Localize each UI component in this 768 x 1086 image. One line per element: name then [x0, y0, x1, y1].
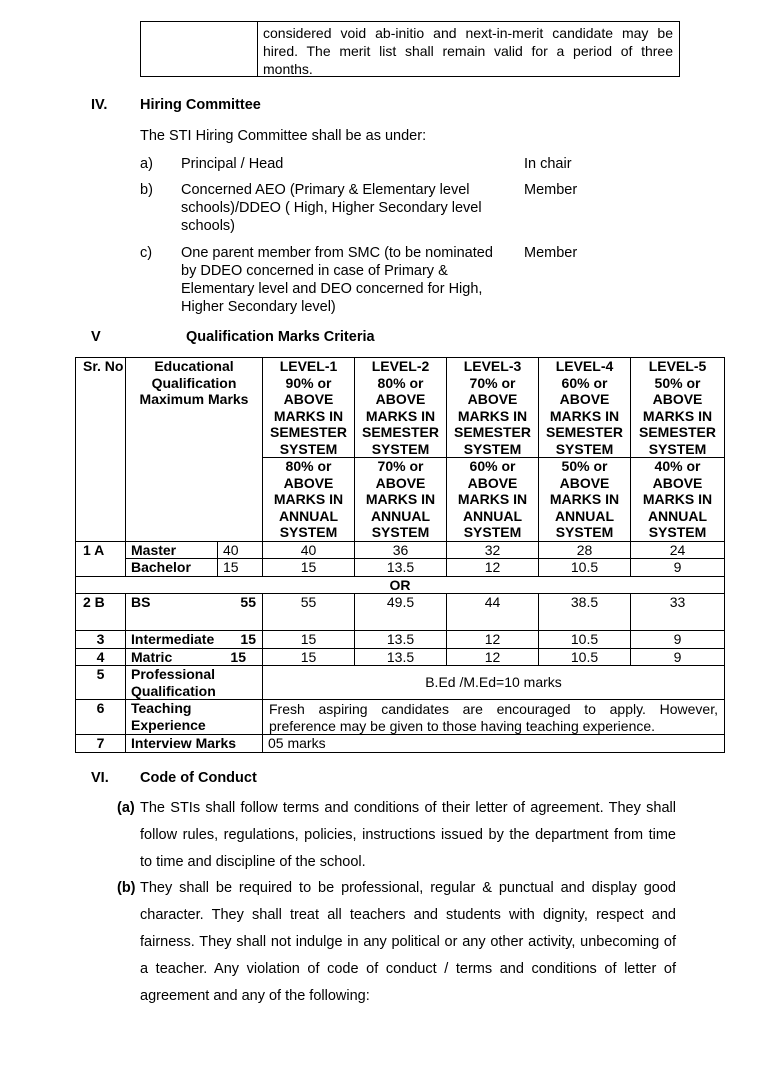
- code-item-a-text: The STIs shall follow terms and conditions of their letter of agreement. They shall follow rules, regulations, policies, instructions issued by the department from time to time and discipline of the school.: [140, 800, 676, 870]
- member-a-role: In chair: [524, 156, 572, 172]
- row-7-sr: 7: [76, 735, 126, 753]
- member-b-letter: b): [140, 182, 153, 198]
- teaching-experience-label: Teaching Experience: [126, 700, 263, 735]
- level-2-annual-header: 70% or ABOVE MARKS IN ANNUAL SYSTEM: [355, 458, 447, 542]
- matric-max: 15: [230, 648, 246, 665]
- level-1-semester-header: LEVEL-1 90% or ABOVE MARKS IN SEMESTER SYSTEM: [263, 358, 355, 458]
- matric-level-5: 9: [631, 648, 725, 666]
- edu-qualification-header: Educational Qualification Maximum Marks: [126, 358, 263, 542]
- professional-qualification-label: Professional Qualification: [126, 666, 263, 700]
- teaching-experience-value: Fresh aspiring candidates are encouraged to apply. However, preference may be given to those having teaching experience.: [263, 700, 725, 735]
- professional-qualification-value: B.Ed /M.Ed=10 marks: [263, 666, 725, 700]
- or-row: [76, 576, 725, 594]
- master-level-4: 28: [539, 541, 631, 559]
- section-iv-title: Hiring Committee: [140, 97, 261, 113]
- member-a-letter: a): [140, 156, 153, 172]
- matric-level-3: 12: [447, 648, 539, 666]
- row-3-sr: 3: [76, 631, 126, 649]
- section-vi-number: VI.: [91, 770, 109, 786]
- sr-no-header: Sr. No: [76, 358, 126, 542]
- level-4-semester-header: LEVEL-4 60% or ABOVE MARKS IN SEMESTER SYSTEM: [539, 358, 631, 458]
- table-row: [76, 631, 725, 649]
- table-row: [76, 559, 725, 577]
- qualification-marks-table: [75, 357, 725, 753]
- level-3-semester-header: LEVEL-3 70% or ABOVE MARKS IN SEMESTER SYSTEM: [447, 358, 539, 458]
- bachelor-level-3: 12: [447, 559, 539, 577]
- table-row: [76, 541, 725, 559]
- intermediate-level-4: 10.5: [539, 631, 631, 649]
- bs-label: BS: [131, 594, 151, 610]
- table-row: [76, 666, 725, 700]
- or-separator: OR: [76, 576, 725, 594]
- section-iv-number: IV.: [91, 97, 108, 113]
- bs-level-1: 55: [263, 594, 355, 631]
- level-2-semester-header: LEVEL-2 80% or ABOVE MARKS IN SEMESTER SYSTEM: [355, 358, 447, 458]
- bs-level-3: 44: [447, 594, 539, 631]
- row-2b-sr: 2 B: [76, 594, 126, 631]
- master-label: Master: [126, 541, 218, 559]
- member-c-role: Member: [524, 245, 578, 261]
- table-row: [76, 594, 725, 631]
- bachelor-max: 15: [218, 559, 263, 577]
- member-b-role: Member: [524, 182, 578, 198]
- matric-label-cell: [126, 648, 263, 666]
- intermediate-level-5: 9: [631, 631, 725, 649]
- bachelor-level-1: 15: [263, 559, 355, 577]
- bs-level-4: 38.5: [539, 594, 631, 631]
- level-5-annual-header: 40% or ABOVE MARKS IN ANNUAL SYSTEM: [631, 458, 725, 542]
- master-max: 40: [218, 541, 263, 559]
- bs-level-2: 49.5: [355, 594, 447, 631]
- table-header-row: [76, 358, 725, 458]
- bachelor-level-2: 13.5: [355, 559, 447, 577]
- level-1-annual-header: 80% or ABOVE MARKS IN ANNUAL SYSTEM: [263, 458, 355, 542]
- code-item-b-label: (b): [117, 880, 136, 896]
- intermediate-max: 15: [240, 631, 256, 647]
- intermediate-label: Intermediate: [131, 631, 215, 647]
- bachelor-label: Bachelor: [126, 559, 218, 577]
- merit-list-text: considered void ab-initio and next-in-merit candidate may be hired. The merit list shall remain valid for a period of three months.: [263, 25, 673, 77]
- level-5-semester-header: LEVEL-5 50% or ABOVE MARKS IN SEMESTER SYSTEM: [631, 358, 725, 458]
- matric-level-1: 15: [263, 648, 355, 666]
- member-c-letter: c): [140, 245, 153, 261]
- code-item-b-text: They shall be required to be professional, regular & punctual and display good character. They shall treat all teachers and students with dignity, respect and fairness. They shall not indulge in any political or any other activity, unbecoming of a teacher. Any violation of code of conduct / terms and conditions of letter of agreement and any of the following:: [140, 880, 676, 1004]
- row-1a-sr: 1 A: [76, 541, 126, 576]
- section-vi-title: Code of Conduct: [140, 770, 257, 786]
- table-divider: [257, 22, 258, 76]
- member-b-text: Concerned AEO (Primary & Elementary level schools)/DDEO ( High, Higher Secondary level schools): [181, 182, 482, 234]
- bs-label-cell: [126, 594, 263, 631]
- intermediate-level-2: 13.5: [355, 631, 447, 649]
- master-level-3: 32: [447, 541, 539, 559]
- merit-list-table-fragment: [140, 21, 680, 77]
- code-item-a-label: (a): [117, 800, 135, 816]
- member-c-text: One parent member from SMC (to be nominated by DDEO concerned in case of Primary & Elementary level and DEO concerned for High, Higher Secondary level): [181, 245, 493, 315]
- level-4-annual-header: 50% or ABOVE MARKS IN ANNUAL SYSTEM: [539, 458, 631, 542]
- row-5-sr: 5: [76, 666, 126, 700]
- member-a-text: Principal / Head: [181, 156, 284, 172]
- matric-level-2: 13.5: [355, 648, 447, 666]
- matric-label: Matric: [131, 648, 173, 665]
- interview-marks-value: 05 marks: [263, 735, 725, 753]
- row-4-sr: 4: [76, 648, 126, 666]
- interview-marks-label: Interview Marks: [126, 735, 263, 753]
- master-level-1: 40: [263, 541, 355, 559]
- master-level-5: 24: [631, 541, 725, 559]
- table-row: [76, 735, 725, 753]
- table-row: [76, 700, 725, 735]
- bachelor-level-5: 9: [631, 559, 725, 577]
- intermediate-label-cell: [126, 631, 263, 649]
- bs-level-5: 33: [631, 594, 725, 631]
- section-v-number: V: [91, 329, 101, 345]
- committee-intro: The STI Hiring Committee shall be as under:: [140, 128, 427, 144]
- intermediate-level-1: 15: [263, 631, 355, 649]
- intermediate-level-3: 12: [447, 631, 539, 649]
- master-level-2: 36: [355, 541, 447, 559]
- matric-level-4: 10.5: [539, 648, 631, 666]
- bs-max: 55: [240, 594, 256, 610]
- table-row: [76, 648, 725, 666]
- row-6-sr: 6: [76, 700, 126, 735]
- level-3-annual-header: 60% or ABOVE MARKS IN ANNUAL SYSTEM: [447, 458, 539, 542]
- bachelor-level-4: 10.5: [539, 559, 631, 577]
- section-v-title: Qualification Marks Criteria: [186, 329, 375, 345]
